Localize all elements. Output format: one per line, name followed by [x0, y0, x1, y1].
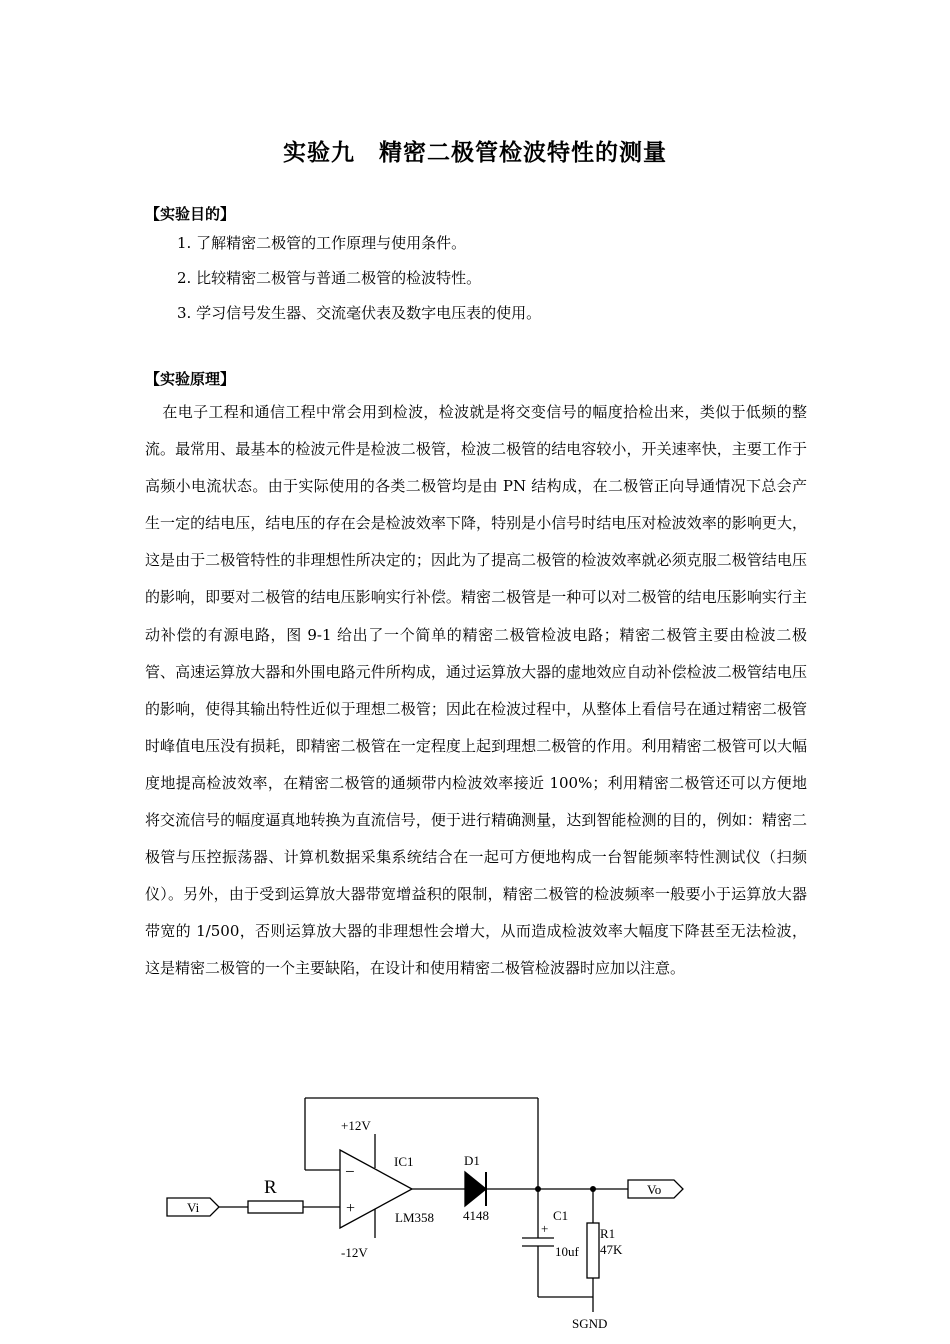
junction-dot: [535, 1186, 541, 1192]
objective-heading: 【实验目的】: [145, 205, 236, 223]
precision-detector-circuit-diagram: [150, 1088, 710, 1338]
inverting-input-sign: −: [345, 1162, 355, 1181]
capacitor-ref-label: C1: [553, 1208, 569, 1223]
resistor-label: R: [264, 1177, 277, 1198]
load-resistor: [587, 1223, 599, 1278]
capacitor-polarity-label: +: [541, 1221, 549, 1236]
diode-symbol: [465, 1172, 486, 1206]
opamp-ref-label: IC1: [394, 1154, 414, 1169]
objective-item: 3. 学习信号发生器、交流毫伏表及数字电压表的使用。: [177, 304, 542, 322]
page-title: 实验九 精密二极管检波特性的测量: [283, 140, 667, 166]
noninverting-input-sign: +: [346, 1200, 356, 1217]
load-resistor-ref-label: R1: [600, 1226, 616, 1241]
input-label: Vi: [187, 1200, 200, 1215]
capacitor-value-label: 10uf: [555, 1244, 579, 1259]
objective-item: 1. 了解精密二极管的工作原理与使用条件。: [177, 234, 467, 252]
load-resistor-value-label: 47K: [600, 1242, 623, 1257]
objective-item: 2. 比较精密二极管与普通二极管的检波特性。: [177, 269, 482, 287]
ground-label: SGND: [572, 1316, 608, 1331]
junction-dot: [590, 1186, 596, 1192]
principle-paragraph: [145, 394, 807, 988]
input-resistor: [248, 1201, 303, 1213]
opamp-model-label: LM358: [395, 1210, 434, 1225]
diode-ref-label: D1: [464, 1153, 480, 1168]
diode-model-label: 4148: [463, 1208, 489, 1223]
principle-text: 在电子工程和通信工程中常会用到检波，检波就是将交变信号的幅度拾检出来，类似于低频的整流。最常用、最基本的检波元件是检波二极管，检波二极管的结电容较小，开关速率快，主要工作于高频小电流状态。由于实际使用的各类二极管均是由 PN 结构成，在二极管正向导通情况下总会产生一定的结电压，结电压的存在会是检波效率下降，特别是小信号时结电压对检波效率的影响更大，这是由于二极管特性的非理想性所决定的；因此为了提高二极管的检波效率就必须克服二极管结电压的影响，即要对二极管的结电压影响实行补偿。精密二极管是一种可以对二极管的结电压影响实行主动补偿的有源电路，图 9-1 给出了一个简单的精密二极管检波电路；精密二极管主要由检波二极管、高速运算放大器和外围电路元件所构成，通过运算放大器的虚地效应自动补偿检波二极管结电压的影响，使得其输出特性近似于理想二极管；因此在检波过程中，从整体上看信号在通过精密二极管时峰值电压没有损耗，即精密二极管在一定程度上起到理想二极管的作用。利用精密二极管可以大幅度地提高检波效率，在精密二极管的通频带内检波效率接近 100%；利用精密二极管还可以方便地将交流信号的幅度逼真地转换为直流信号，便于进行精确测量，达到智能检测的目的，例如：精密二极管与压控振荡器、计算机数据采集系统结合在一起可方便地构成一台智能频率特性测试仪（扫频仪）。另外，由于受到运算放大器带宽增益积的限制，精密二极管的检波频率一般要小于运算放大器带宽的 1/500，否则运算放大器的非理想性会增大，从而造成检波效率大幅度下降甚至无法检波，这是精密二极管的一个主要缺陷，在设计和使用精密二极管检波器时应加以注意。: [145, 403, 807, 978]
positive-supply-label: +12V: [341, 1118, 371, 1133]
output-label: Vo: [647, 1182, 662, 1197]
negative-supply-label: -12V: [341, 1245, 368, 1260]
principle-heading: 【实验原理】: [145, 370, 236, 388]
